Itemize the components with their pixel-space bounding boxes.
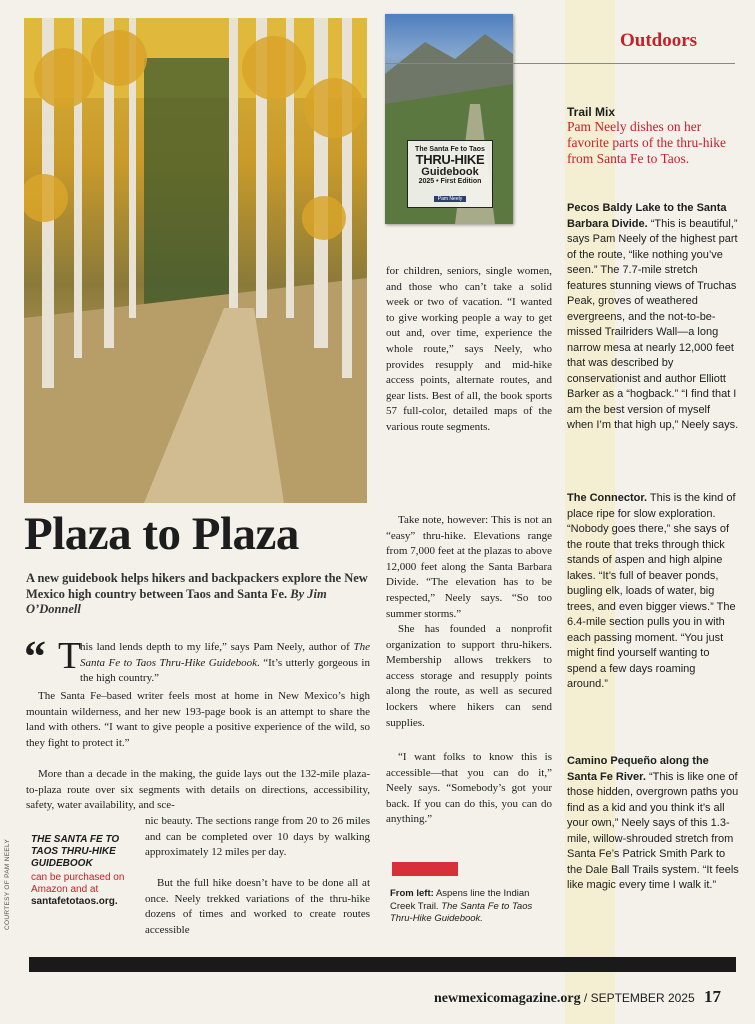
aspen-photo — [24, 18, 367, 503]
book-cover-line1: The Santa Fe to Taos — [415, 146, 485, 153]
sidebar-item-pecos — [567, 201, 739, 434]
caption-accent-bar — [392, 862, 458, 876]
book-callout — [31, 834, 131, 908]
page-number: 17 — [703, 987, 721, 1006]
paragraph-intro — [80, 640, 370, 687]
paragraph-2: The Santa Fe–based writer feels most at home in New Mexico’s high mountain wilderness, and her new 193-page book is an attempt to share the land with others. “I want to give people a positive experience of the wild, so they fight to protect it.” — [26, 690, 370, 749]
book-cover-line2: THRU-HIKE — [415, 152, 485, 167]
col2-paragraph-4: “I want folks to know this is accessible—that you can do it,” Neely says. “Somebody’s got your back. If you can do this, you can do anything.” — [386, 751, 552, 826]
sidebar-item-lead: The Connector. — [567, 492, 648, 504]
intro-text: his land lends depth to my life,” says Pam Neely, author of — [80, 641, 350, 653]
sidebar-item-connector — [567, 491, 739, 693]
footer-site[interactable]: newmexicomagazine.org — [434, 991, 581, 1006]
sidebar-item-lead: Pecos Baldy Lake to the Santa Barbara Divide. — [567, 202, 727, 230]
sidebar-item-text: “This is like one of those hidden, overgrown paths you find as a kid and you think it’s all your own,” Neely says of this 1.3-mile, willow-shrouded stretch from Santa Fe’s Patrick Smith Park to the Dale Ball Trails system. “It feels like magic every time I walk it.” — [567, 770, 739, 891]
drop-quote-mark: “ — [24, 632, 46, 681]
book-cover-author: Pam Neely — [434, 196, 466, 202]
sidebar-item-text: “This is beautiful,” says Pam Neely of the highest part of the route, “like nothing you’ve seen.” The 7.7-mile stretch features stunning views of Truchas Peak, groves of weathered evergreens, and the not-to-be-missed Trailriders Wall—a long narrow mesa at nearly 12,000 feet that was described by conservationist and author Elliott Barker as a “hogback.” “I find that I am the best version of myself when I’m that high up,” Neely says. — [567, 217, 739, 431]
book-cover-title-card — [407, 140, 493, 208]
page-footer — [434, 987, 721, 1007]
col2-paragraph-3: She has founded a nonprofit organization to support thru-hikers. Membership allows trekkers to access storage and resupply points along the route, as well as secured lockers where hikers can send supplies. — [386, 623, 552, 729]
sidebar-item-camino — [567, 754, 739, 894]
book-cover-line4: 2025 • First Edition — [418, 178, 482, 185]
caption-italic: The Santa Fe to Taos Thru-Hike Guidebook. — [390, 900, 533, 924]
book-callout-text: can be purchased on Amazon and at — [31, 872, 125, 895]
footer-bar — [29, 957, 736, 972]
paragraph-3a: More than a decade in the making, the guide lays out the 132-mile plaza-to-plaza route over six segments with details on directions, accessibility, safety, water availability, and sce- — [26, 768, 370, 812]
dek-text: A new guidebook helps hikers and backpackers explore the New Mexico high country between Taos and Santa Fe. — [26, 571, 368, 601]
article-headline: Plaza to Plaza — [24, 508, 299, 560]
intro-book-title: The Santa Fe to Taos Thru-Hike Guidebook — [80, 641, 371, 669]
col2-paragraph-2: Take note, however: This is not an “easy” thru-hike. Elevations range from 7,000 feet at the plazas to above 12,000 feet along the Santa Barbara Divide. “The elevation has to be respected,” Neely says. “So too summer storms.” — [386, 514, 552, 620]
section-label: Outdoors — [620, 30, 698, 51]
drop-cap: T — [58, 635, 82, 677]
sidebar-item-text: This is the kind of place ripe for slow exploration. “Nobody goes there,” she says of the route that treks through thick stands of aspen and high alpine lakes. “It’s full of beaver ponds, bugling elk, loads of water, big trees, and even bigger views.” The 6.4-mile section pulls you in with each passing moment. “You just might find yourself wanting to spend a few days roaming around.” — [567, 492, 736, 690]
book-cover-image — [385, 14, 513, 224]
byline: By Jim O’Donnell — [26, 586, 327, 616]
photo-caption — [390, 888, 550, 926]
section-rule — [385, 63, 735, 64]
photo-credit — [4, 834, 16, 934]
sidebar-item-lead: Camino Pequeño along the Santa Fe River. — [567, 755, 709, 783]
paragraph-3b: nic beauty. The sections range from 20 to 26 miles and can be completed over 10 days by walking approximately 12 miles per day. — [145, 815, 370, 859]
col2-paragraph-1: for children, seniors, single women, and those who can’t take a solid week or two of vacation. “I wanted to give working people a way to get out and, over time, experience the whole route,” says Neely, who provides resupply and mid-hike access points, alternate routes, and gear lists. Best of all, the book sports 57 full-color, detailed maps of the various route segments. — [386, 265, 552, 433]
caption-lead: From left: — [390, 888, 434, 899]
sidebar-title: Trail Mix — [567, 105, 616, 119]
caption-text: Aspens line the Indian Creek Trail. — [390, 888, 530, 912]
intro-tail: . “It’s utterly gorgeous in the high country.” — [80, 656, 370, 685]
footer-issue: / SEPTEMBER 2025 — [583, 991, 695, 1005]
paragraph-4: But the full hike doesn’t have to be done all at once. Neely trekked variations of the thru-hike dozens of times and worked to create routes accessible — [145, 877, 370, 936]
book-callout-title: THE SANTA FE TO TAOS THRU-HIKE GUIDEBOOK — [31, 834, 120, 869]
book-cover-line3: Guidebook — [421, 166, 479, 178]
photo-credit-text: COURTESY OF PAM NEELY — [4, 838, 11, 930]
sidebar-deck: Pam Neely dishes on her favorite parts of the thru-hike from Santa Fe to Taos. — [567, 119, 726, 166]
book-callout-url[interactable]: santafetotaos.org. — [31, 896, 118, 907]
article-dek — [26, 571, 371, 618]
